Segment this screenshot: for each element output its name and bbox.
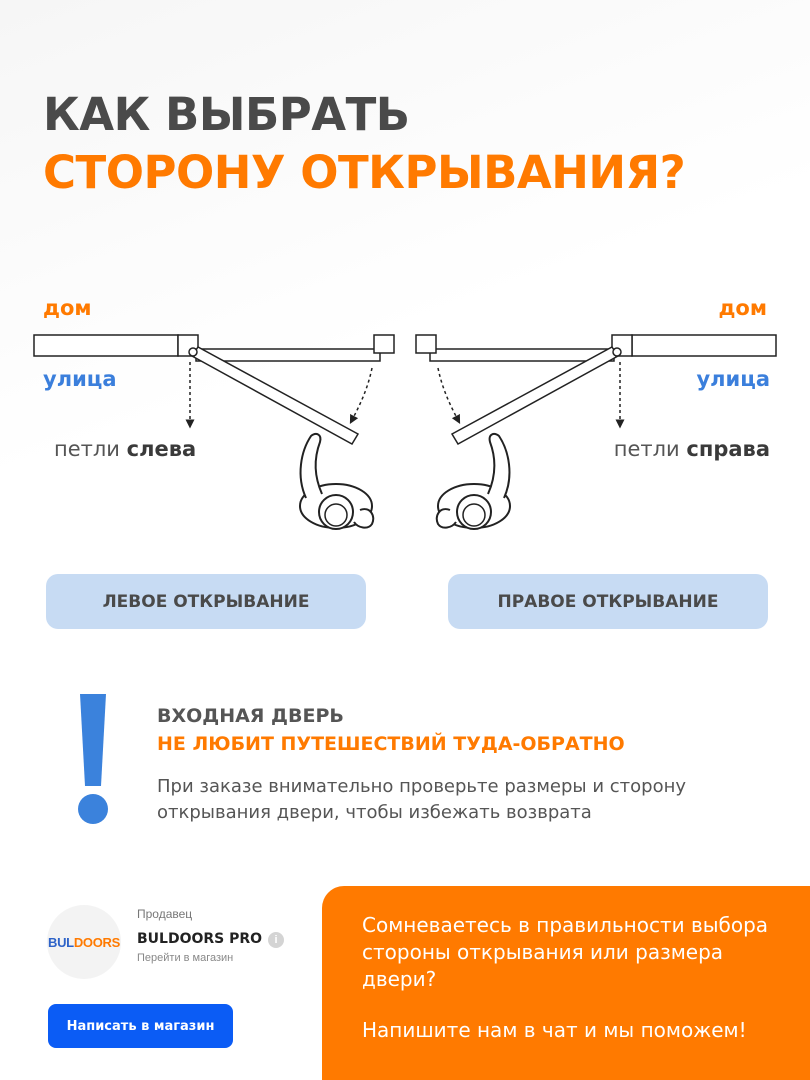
door-opening-diagram	[0, 320, 810, 560]
promo-answer: Напишите нам в чат и мы поможем!	[362, 1018, 747, 1042]
exclamation-icon	[76, 694, 110, 826]
notice-subheading: НЕ ЛЮБИТ ПУТЕШЕСТВИЙ ТУДА-ОБРАТНО	[157, 733, 625, 755]
left-hinge-label: петли слева	[54, 437, 197, 461]
right-opening-badge: ПРАВОЕ ОТКРЫВАНИЕ	[448, 574, 768, 629]
go-to-store-link[interactable]: Перейти в магазин	[137, 952, 234, 964]
seller-caption: Продавец	[137, 907, 193, 921]
logo-text-bul: BUL	[48, 934, 74, 950]
right-door-diagram	[416, 335, 776, 529]
notice-body: При заказе внимательно проверьте размеры и сторону открывания двери, чтобы избежать возврата	[157, 776, 687, 823]
seller-avatar[interactable]	[47, 905, 121, 979]
left-opening-badge: ЛЕВОЕ ОТКРЫВАНИЕ	[46, 574, 366, 629]
right-street-label: улица	[696, 367, 770, 391]
right-hinge-label: петли справа	[613, 437, 770, 461]
write-to-store-button[interactable]: Написать в магазин	[48, 1004, 233, 1048]
right-home-label: дом	[718, 296, 767, 320]
promo-question: Сомневаетесь в правильности выбора стороны открывания или размера двери?	[362, 913, 769, 991]
left-street-label: улица	[43, 367, 117, 391]
seller-name[interactable]: BULDOORS PRO	[137, 931, 263, 947]
title-line-2: СТОРОНУ ОТКРЫВАНИЯ?	[43, 146, 686, 199]
promo-card	[322, 886, 810, 1080]
notice-heading: ВХОДНАЯ ДВЕРЬ	[157, 705, 344, 727]
logo-text-doors: DOORS	[73, 934, 120, 950]
info-icon[interactable]: i	[268, 932, 284, 948]
left-home-label: дом	[43, 296, 92, 320]
left-door-diagram	[34, 335, 394, 529]
title-line-1: КАК ВЫБРАТЬ	[43, 88, 410, 141]
